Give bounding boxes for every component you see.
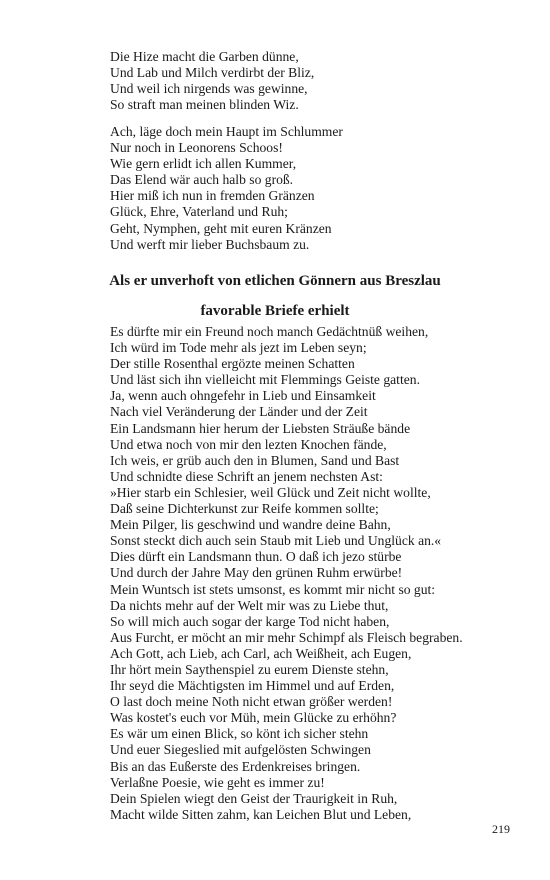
verse-line: Bis an das Eußerste des Erdenkreises bringen. bbox=[110, 758, 361, 774]
verse-line: Macht wilde Sitten zahm, kan Leichen Blut und Leben, bbox=[110, 806, 412, 822]
verse-line: Die Hize macht die Garben dünne, bbox=[110, 49, 299, 64]
verse-line: Dein Spielen wiegt den Geist der Traurigkeit in Ruh, bbox=[110, 790, 398, 806]
verse-line: Aus Furcht, er möcht an mir mehr Schimpf als Fleisch begraben. bbox=[110, 629, 463, 645]
verse-line: Und etwa noch von mir den lezten Knochen fände, bbox=[110, 436, 387, 452]
verse-line: Ich weis, er grüb auch den in Blumen, Sand und Bast bbox=[110, 452, 400, 468]
verse-line: Und schnidte diese Schrift an jenem nechsten Ast: bbox=[110, 468, 383, 484]
stanza-2 bbox=[110, 124, 510, 253]
stanza-1 bbox=[110, 49, 510, 113]
page-number: 219 bbox=[492, 822, 510, 836]
verse-line: Sonst steckt dich auch sein Staub mit Lieb und Unglück an.« bbox=[110, 533, 442, 549]
verse-line: Das Elend wär auch halb so groß. bbox=[110, 172, 294, 188]
verse-line: Dies dürft ein Landsmann thun. O daß ich jezo stürbe bbox=[110, 549, 402, 565]
verse-line: Nur noch in Leonorens Schoos! bbox=[110, 140, 283, 156]
verse-line: Und läst sich ihn vielleicht mit Flemmings Geiste gatten. bbox=[110, 372, 420, 388]
verse-line: Geht, Nymphen, geht mit euren Kränzen bbox=[110, 220, 332, 236]
poem-title-line-2: favorable Briefe erhielt bbox=[200, 303, 350, 319]
verse-line: »Hier starb ein Schlesier, weil Glück und Zeit nicht wollte, bbox=[110, 484, 431, 500]
verse-line: O last doch meine Noth nicht etwan größer werden! bbox=[110, 694, 393, 710]
verse-line: So straft man meinen blinden Wiz. bbox=[110, 97, 299, 113]
verse-line: Glück, Ehre, Vaterland und Ruh; bbox=[110, 204, 288, 220]
verse-line: Und durch der Jahre May den grünen Ruhm erwürbe! bbox=[110, 565, 403, 581]
verse-line: Ich würd im Tode mehr als jezt im Leben seyn; bbox=[110, 340, 367, 356]
verse-line: Verlaßne Poesie, wie geht es immer zu! bbox=[110, 774, 325, 790]
verse-line: Ihr seyd die Mächtigsten im Himmel und auf Erden, bbox=[110, 678, 395, 694]
verse-line: Ach Gott, ach Lieb, ach Carl, ach Weißheit, ach Eugen, bbox=[110, 645, 412, 661]
verse-line: Ihr hört mein Saythenspiel zu eurem Dienste stehn, bbox=[110, 661, 389, 677]
verse-line: Und euer Siegeslied mit aufgelösten Schwingen bbox=[110, 742, 371, 758]
verse-line: Ja, wenn auch ohngefehr in Lieb und Einsamkeit bbox=[110, 388, 376, 404]
verse-line: Was kostet's euch vor Müh, mein Glücke zu erhöhn? bbox=[110, 710, 397, 726]
verse-line: Mein Pilger, lis geschwind und wandre deine Bahn, bbox=[110, 517, 391, 533]
verse-line: Mein Wuntsch ist stets umsonst, es kommt mir nicht so gut: bbox=[110, 581, 436, 597]
verse-line: Hier miß ich nun in fremden Gränzen bbox=[110, 188, 315, 204]
verse-line: Da nichts mehr auf der Welt mir was zu Liebe thut, bbox=[110, 597, 389, 613]
verse-line: So will mich auch sogar der karge Tod nicht haben, bbox=[110, 613, 390, 629]
verse-line: Es wär um einen Blick, so könt ich sicher stehn bbox=[110, 726, 369, 742]
verse-line: Und Lab und Milch verdirbt der Bliz, bbox=[110, 65, 315, 81]
verse-line: Es dürfte mir ein Freund noch manch Gedächtnüß weihen, bbox=[110, 324, 429, 339]
verse-line: Und weil ich nirgends was gewinne, bbox=[110, 81, 308, 97]
verse-line: Wie gern erlidt ich allen Kummer, bbox=[110, 156, 297, 172]
verse-line: Nach viel Veränderung der Länder und der Zeit bbox=[110, 404, 368, 420]
verse-line: Daß seine Dichterkunst zur Reife kommen sollte; bbox=[110, 501, 379, 517]
verse-line: Ein Landsmann hier herum der Liebsten Sträuße bände bbox=[110, 420, 411, 436]
poem-title-line-1: Als er unverhoft von etlichen Gönnern aus Breszlau bbox=[109, 273, 441, 289]
verse-line: Der stille Rosenthal ergözte meinen Schatten bbox=[110, 356, 355, 372]
verse-line: Ach, läge doch mein Haupt im Schlummer bbox=[110, 124, 343, 139]
verse-line: Und werft mir lieber Buchsbaum zu. bbox=[110, 236, 310, 252]
poem-body bbox=[110, 324, 510, 823]
